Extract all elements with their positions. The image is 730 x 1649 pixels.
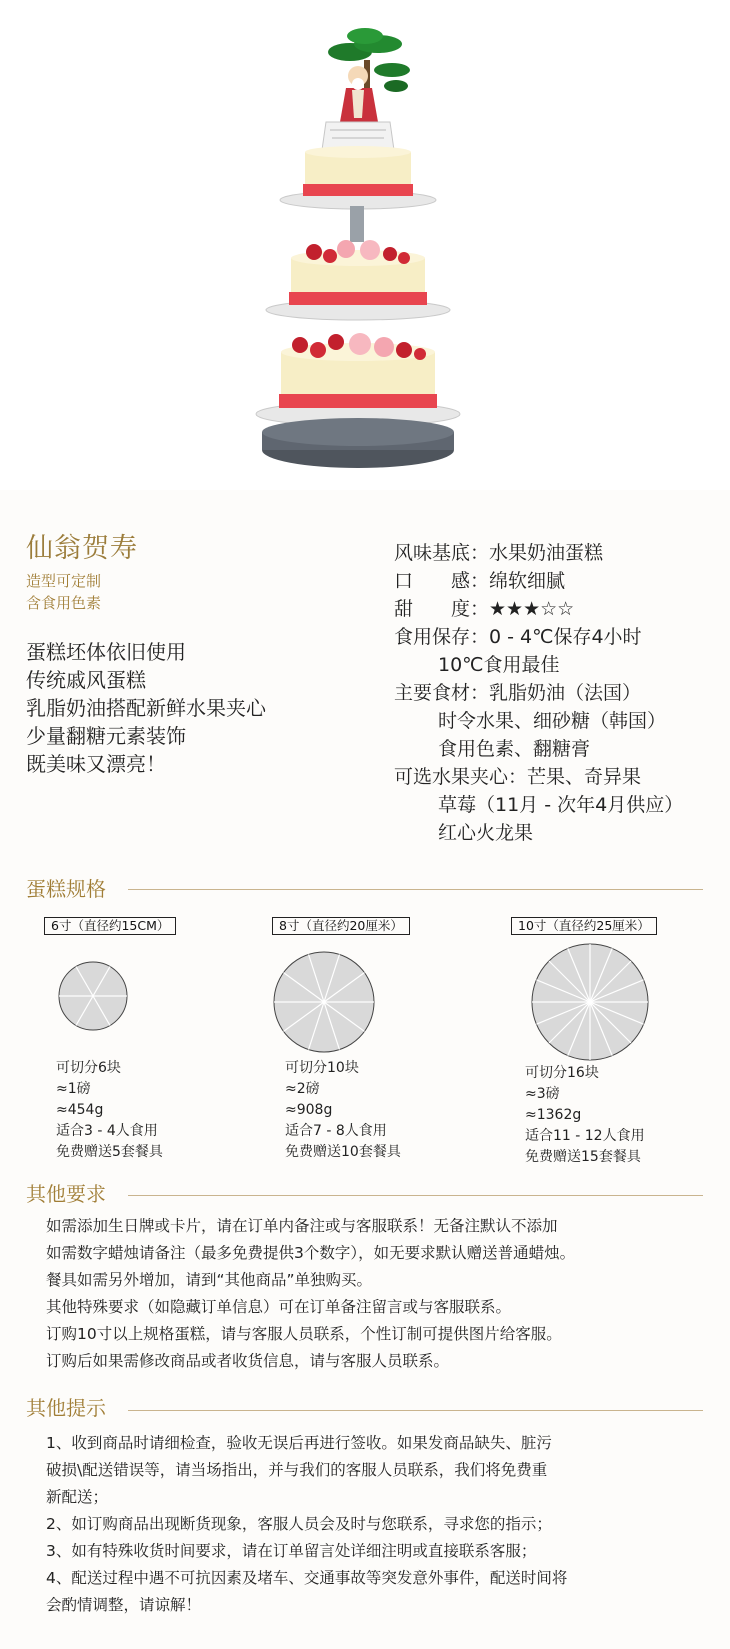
attr-ingredients-cont <box>394 735 683 763</box>
section-divider <box>128 1410 703 1411</box>
requirement-item: 餐具如需另外增加，请到“其他商品”单独购买。 <box>46 1271 373 1289</box>
product-title: 仙翁贺寿 <box>26 533 138 564</box>
spec-line: ≈3磅 <box>525 1086 560 1102</box>
attr-ingredients-cont <box>394 707 683 735</box>
section-title-specs: 蛋糕规格 <box>26 877 106 901</box>
attr-value: 芒果、奇异果 <box>527 766 642 788</box>
spec-line: 可切分6块 <box>56 1060 121 1076</box>
lace-top-ring <box>322 122 394 150</box>
pie-10-slices <box>272 950 376 1054</box>
attr-label: 可选水果夹心： <box>394 766 528 788</box>
attr-value: 0 - 4℃保存4小时 <box>489 626 642 648</box>
attr-label: 主要食材： <box>394 682 490 704</box>
section-divider <box>128 1195 703 1196</box>
requirement-item: 如需数字蜡烛请备注（最多免费提供3个数字），如无要求默认赠送普通蜡烛。 <box>46 1244 576 1262</box>
attr-value: 水果奶油蛋糕 <box>489 542 604 564</box>
spec-line: 可切分10块 <box>285 1060 359 1076</box>
attr-value: 绵软细腻 <box>489 570 566 592</box>
spec-line: ≈908g <box>285 1102 333 1118</box>
tip-line: 3、如有特殊收货时间要求，请在订单留言处详细注明或直接联系客服； <box>46 1542 537 1560</box>
spec-label-10inch: 10寸（直径约25厘米） <box>511 917 657 935</box>
tip-line: 4、配送过程中遇不可抗因素及堵车、交通事故等突发意外事件，配送时间将 <box>46 1569 568 1587</box>
attr-value: 乳脂奶油（法国） <box>489 682 642 704</box>
section-title-requirements: 其他要求 <box>26 1182 106 1206</box>
product-description-line: 传统戚风蛋糕 <box>26 668 146 692</box>
spec-line: 适合11 - 12人食用 <box>525 1128 645 1144</box>
spec-line: 可切分16块 <box>525 1065 599 1081</box>
product-subtitle-coloring: 含食用色素 <box>26 594 102 612</box>
support-pole <box>350 206 364 242</box>
product-attributes <box>394 539 683 847</box>
spec-line: ≈1磅 <box>56 1081 91 1097</box>
attr-label: 甜 度： <box>394 598 490 620</box>
product-description-line: 蛋糕坯体依旧使用 <box>26 640 186 664</box>
cake-tier-middle <box>266 240 450 320</box>
cake-tier-top <box>280 146 436 209</box>
requirement-item: 其他特殊要求（如隐藏订单信息）可在订单备注留言或与客服联系。 <box>46 1298 512 1316</box>
cake-tier-bottom <box>256 333 460 426</box>
tip-line: 破损\配送错误等，请当场指出，并与我们的客服人员联系，我们将免费重 <box>46 1461 548 1479</box>
requirement-item: 订购10寸以上规格蛋糕，请与客服人员联系，个性订制可提供图片给客服。 <box>46 1325 562 1343</box>
requirement-item: 订购后如果需修改商品或者收货信息，请与客服人员联系。 <box>46 1352 450 1370</box>
requirement-item: 如需添加生日牌或卡片，请在订单内备注或与客服联系！无备注默认不添加 <box>46 1217 558 1235</box>
spec-line: 适合3 - 4人食用 <box>56 1123 158 1139</box>
product-description-line: 少量翻糖元素装饰 <box>26 724 186 748</box>
attr-sweetness-row <box>394 595 683 623</box>
product-description-line: 乳脂奶油搭配新鲜水果夹心 <box>26 696 266 720</box>
attr-ingredients-row <box>394 679 683 707</box>
attr-value: 红心火龙果 <box>438 822 534 844</box>
attr-label: 食用保存： <box>394 626 490 648</box>
spec-line: 适合7 - 8人食用 <box>285 1123 387 1139</box>
elder-figurine <box>340 66 378 122</box>
attr-value: 时令水果、细砂糖（韩国） <box>438 710 667 732</box>
spec-line: 免费赠送5套餐具 <box>56 1144 163 1160</box>
tip-line: 新配送； <box>46 1488 109 1506</box>
spec-info-6inch <box>56 1058 163 1163</box>
attr-texture-row <box>394 567 683 595</box>
attr-value: 草莓（11月 - 次年4月供应） <box>438 794 684 816</box>
attr-storage-row <box>394 623 683 651</box>
attr-label: 风味基底： <box>394 542 490 564</box>
product-description-line: 既美味又漂亮！ <box>26 752 166 776</box>
spec-line: 免费赠送15套餐具 <box>525 1149 641 1165</box>
product-subtitle-customizable: 造型可定制 <box>26 572 102 590</box>
section-title-tips: 其他提示 <box>26 1396 106 1420</box>
tip-line: 2、如订购商品出现断货现象，客服人员会及时与您联系，寻求您的指示； <box>46 1515 552 1533</box>
attr-filling-cont <box>394 791 683 819</box>
attr-label: 口 感： <box>394 570 490 592</box>
pie-6-slices <box>57 960 129 1032</box>
spec-line: ≈1362g <box>525 1107 582 1123</box>
spec-line: 免费赠送10套餐具 <box>285 1144 401 1160</box>
attr-storage-cont <box>394 651 683 679</box>
attr-value: 食用色素、翻糖膏 <box>438 738 591 760</box>
attr-filling-cont <box>394 819 683 847</box>
spec-info-10inch <box>525 1063 645 1168</box>
tip-line: 会酌情调整，请谅解！ <box>46 1596 202 1614</box>
attr-flavor-row <box>394 539 683 567</box>
cake-base-plate <box>262 418 454 468</box>
tiered-cake-illustration <box>0 0 730 490</box>
tip-line: 1、收到商品时请细检查，验收无误后再进行签收。如果发商品缺失、脏污 <box>46 1434 552 1452</box>
section-divider <box>128 889 703 890</box>
spec-label-8inch: 8寸（直径约20厘米） <box>272 917 410 935</box>
spec-label-6inch: 6寸（直径约15CM） <box>44 917 176 935</box>
attr-filling-row <box>394 763 683 791</box>
product-image <box>0 0 730 490</box>
spec-line: ≈454g <box>56 1102 104 1118</box>
spec-line: ≈2磅 <box>285 1081 320 1097</box>
pie-16-slices <box>530 942 650 1062</box>
attr-value: 10℃食用最佳 <box>438 654 560 676</box>
sweetness-stars: ★★★☆☆ <box>489 598 575 620</box>
spec-info-8inch <box>285 1058 401 1163</box>
